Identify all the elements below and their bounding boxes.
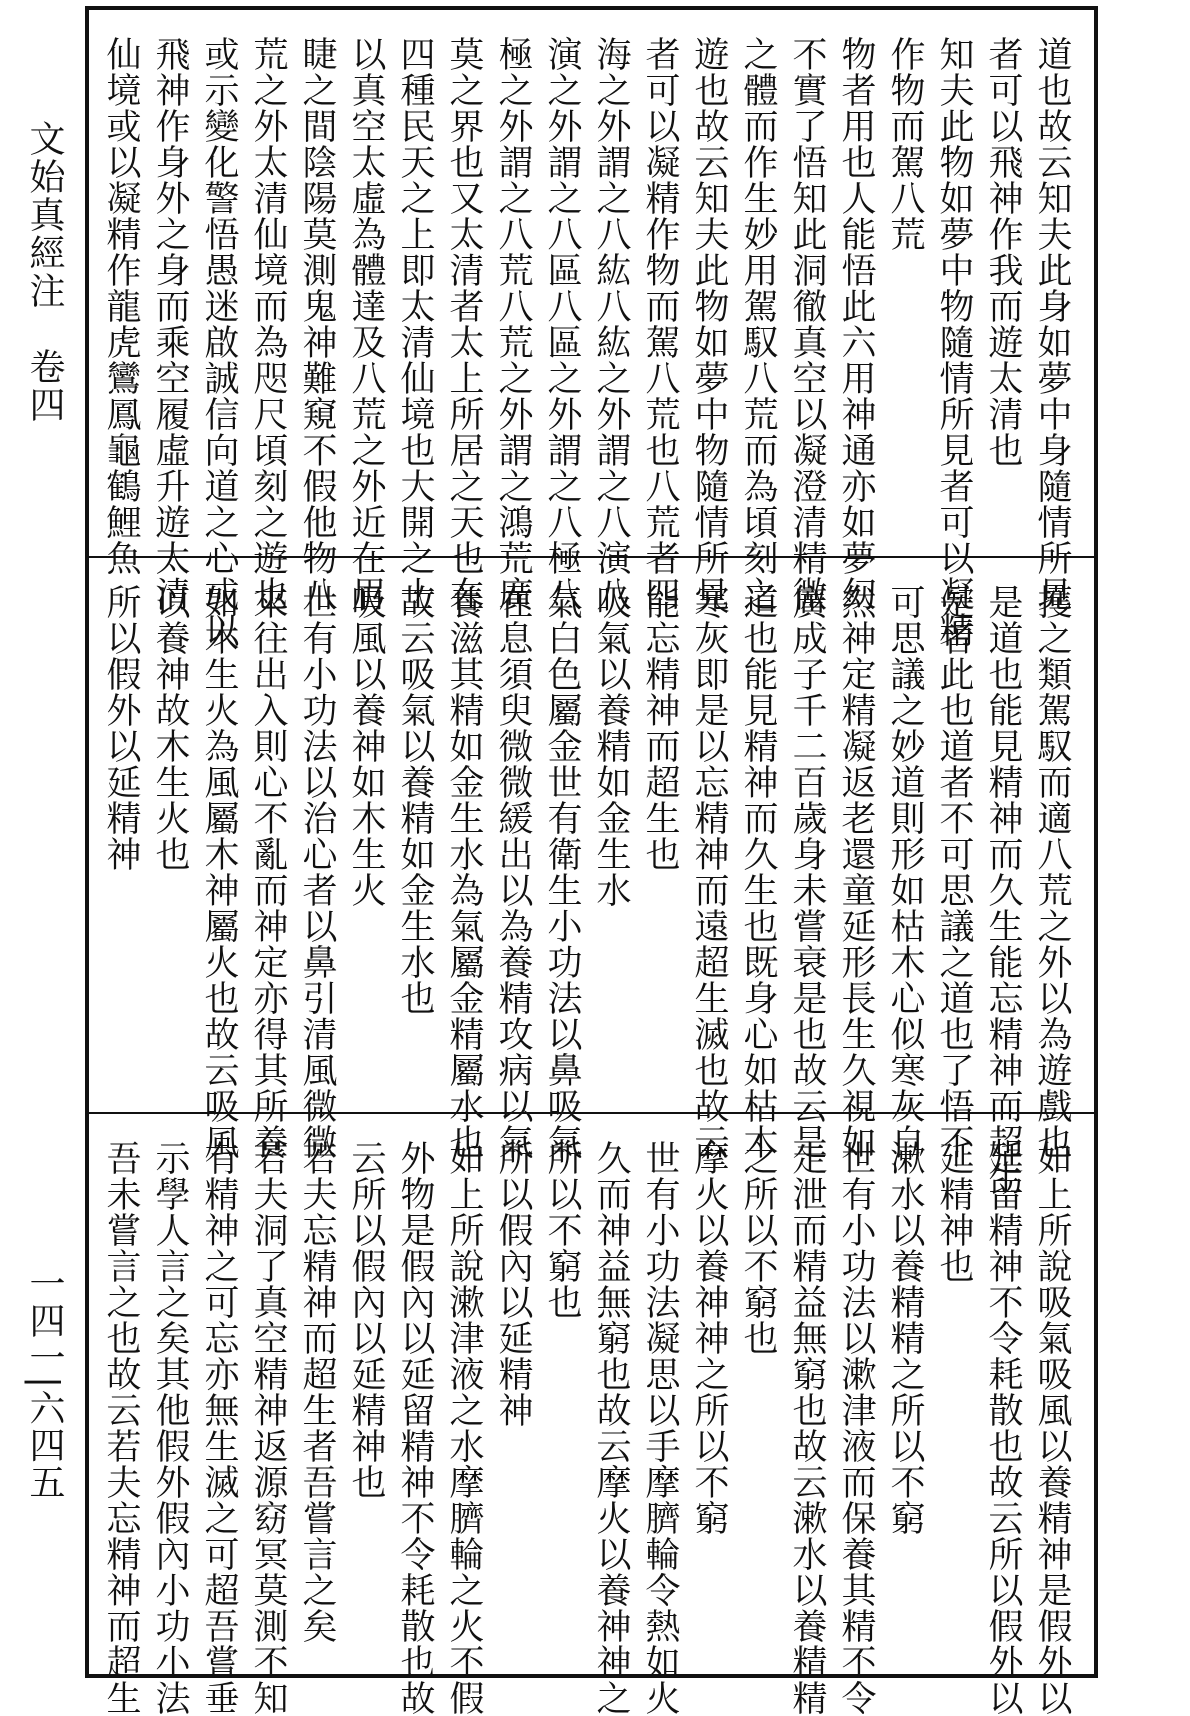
text-panel-middle bbox=[89, 558, 1094, 1196]
page-number: 一四一|六四五 bbox=[24, 1265, 65, 1501]
panel-text: 如上所說吸氣吸風以養精神是假外以 延留精神不令耗散也故云所以假外以 延精神也 漱水以養精精之所以不窮 世有小功法以漱津液而保養其精不令 走泄而精益無窮也故云漱水以養精精 之所以不窮也 摩火以養神神之所以不窮 世有小功法凝思以手摩臍輪令熱如火 久而神益無窮也故云摩火以養神神之 所以不窮也 所以假內以延精神 如上所說漱津液之水摩臍輪之火不假 外物是假內以延留精神不令耗散也故 云所以假內以延精神也 若夫忘精神而超生者吾嘗言之矣 若夫洞了真空精神返源窈冥莫測不知 有精神之可忘亦無生滅之可超吾嘗垂 示學人言之矣其他假外假內小功小法 吾未嘗言之也故云若夫忘精神而超生 bbox=[101, 1140, 1072, 1716]
page-frame bbox=[85, 6, 1098, 1716]
text-panel-top bbox=[89, 10, 1094, 648]
margin-book-title: 文始真經注 卷四 bbox=[24, 120, 65, 424]
panel-text: 道也故云知夫此身如夢中身隨情所見 者可以飛神作我而遊太清也 知夫此物如夢中物隨情所見者可以凝精 作物而駕八荒 物者用也人能悟此六用神通亦如夢幻 不實了悟知此洞徹真空以凝澄清精微 之體而作生妙用駕馭八荒而為頃刻之 遊也故云知夫此物如夢中物隨情所見 者可以凝精作物而駕八荒也八荒者四 海之外謂之八紘八紘之外謂之八演八 演之外謂之八區八區之外謂之八極八 極之外謂之八荒八荒之外謂之鴻荒廣 莫之界也又太清者太上所居之天也在 四種民天之上即太清仙境也大開之士 以真空太虛為體達及八荒之外近在眉 睫之間陰陽莫測鬼神難窺不假他物八 荒之外太清仙境而為咫尺頃刻之遊也 或示變化警悟愚迷啟誠信向道之心或以 飛神作身外之身而乘空履虛升遊太清 仙境或以凝精作龍虎鸞鳳龜鶴鯉魚 bbox=[101, 36, 1072, 648]
text-panel-bottom bbox=[89, 1114, 1094, 1716]
panel-text: 擭之類駕馭而適八荒之外以為遊戲也 是道也能見精神而久生能忘精神而超生 是者此也道者不可思議之道也了悟不 可思議之妙道則形如枯木心似寒灰自 然神定精凝返老還童延形長生久視如 廣成子千二百歲身未嘗衰是也故云是 道也能見精神而久生也既身心如枯木 寒灰即是以忘精神而遠超生滅也故云 能忘精神而超生也 吸氣以養精如金生水 氣白色屬金世有衛生小功法以鼻吸氣 在息須臾微微緩出以為養精攻病以氣 養滋其精如金生水為氣屬金精屬水也 故云吸氣以養精如金生水也 吸風以養神如木生火 世有小功法以治心者以鼻引清風微微 來往出入則心不亂而神定亦得其所養 如木生火為風屬木神屬火也故云吸風 以養神故木生火也 所以假外以延精神 bbox=[101, 584, 1072, 1196]
